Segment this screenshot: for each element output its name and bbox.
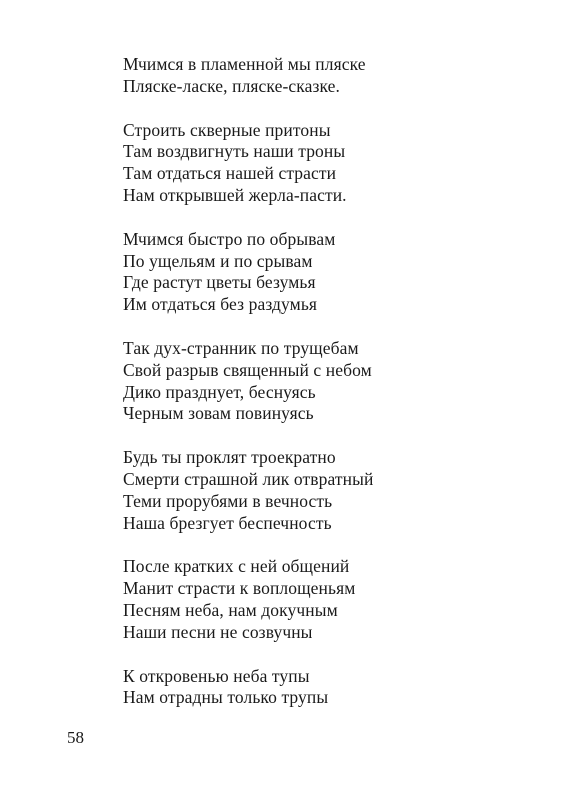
stanza-6 [123, 556, 543, 643]
stanza-3 [123, 229, 543, 316]
poem-text [123, 54, 543, 731]
stanza-4 [123, 338, 543, 425]
poem-line: Песням неба, нам докучным [123, 599, 338, 620]
poem-line: Нам отрадны только трупы [123, 687, 329, 708]
stanza-1 [123, 54, 543, 98]
poem-line: Дико празднует, беснуясь [123, 381, 316, 402]
poem-line: По ущельям и по срывам [123, 250, 313, 271]
poem-line: Манит страсти к воплощеньям [123, 578, 356, 599]
poem-line: Смерти страшной лик отвратный [123, 468, 374, 489]
poem-line: Где растут цветы безумья [123, 272, 316, 293]
stanza-7 [123, 666, 543, 710]
poem-line: Нам открывшей жерла-пасти. [123, 184, 347, 205]
poem-line: Наши песни не созвучны [123, 621, 313, 642]
poem-line: Черным зовам повинуясь [123, 403, 314, 424]
page-number: 58 [67, 728, 84, 747]
poem-line: Им отдаться без раздумья [123, 294, 318, 315]
poem-line: Мчимся в пламенной мы пляске [123, 54, 366, 74]
poem-line: Строить скверные притоны [123, 119, 331, 140]
poem-line: Пляске-ласке, пляске-сказке. [123, 75, 340, 96]
poem-line: Мчимся быстро по обрывам [123, 228, 336, 249]
poem-line: К откровенью неба тупы [123, 665, 310, 686]
poem-line: Так дух-странник по трущебам [123, 337, 359, 358]
stanza-5 [123, 447, 543, 534]
poem-line: Там отдаться нашей страсти [123, 163, 337, 184]
poem-line: Будь ты проклят троекратно [123, 447, 336, 468]
stanza-2 [123, 120, 543, 207]
poem-line: Теми прорубями в вечность [123, 490, 333, 511]
poem-line: Наша брезгует беспечность [123, 512, 332, 533]
poem-line: После кратких с ней общений [123, 556, 350, 577]
poem-line: Там воздвигнуть наши троны [123, 141, 346, 162]
poem-line: Свой разрыв священный с небом [123, 359, 372, 380]
